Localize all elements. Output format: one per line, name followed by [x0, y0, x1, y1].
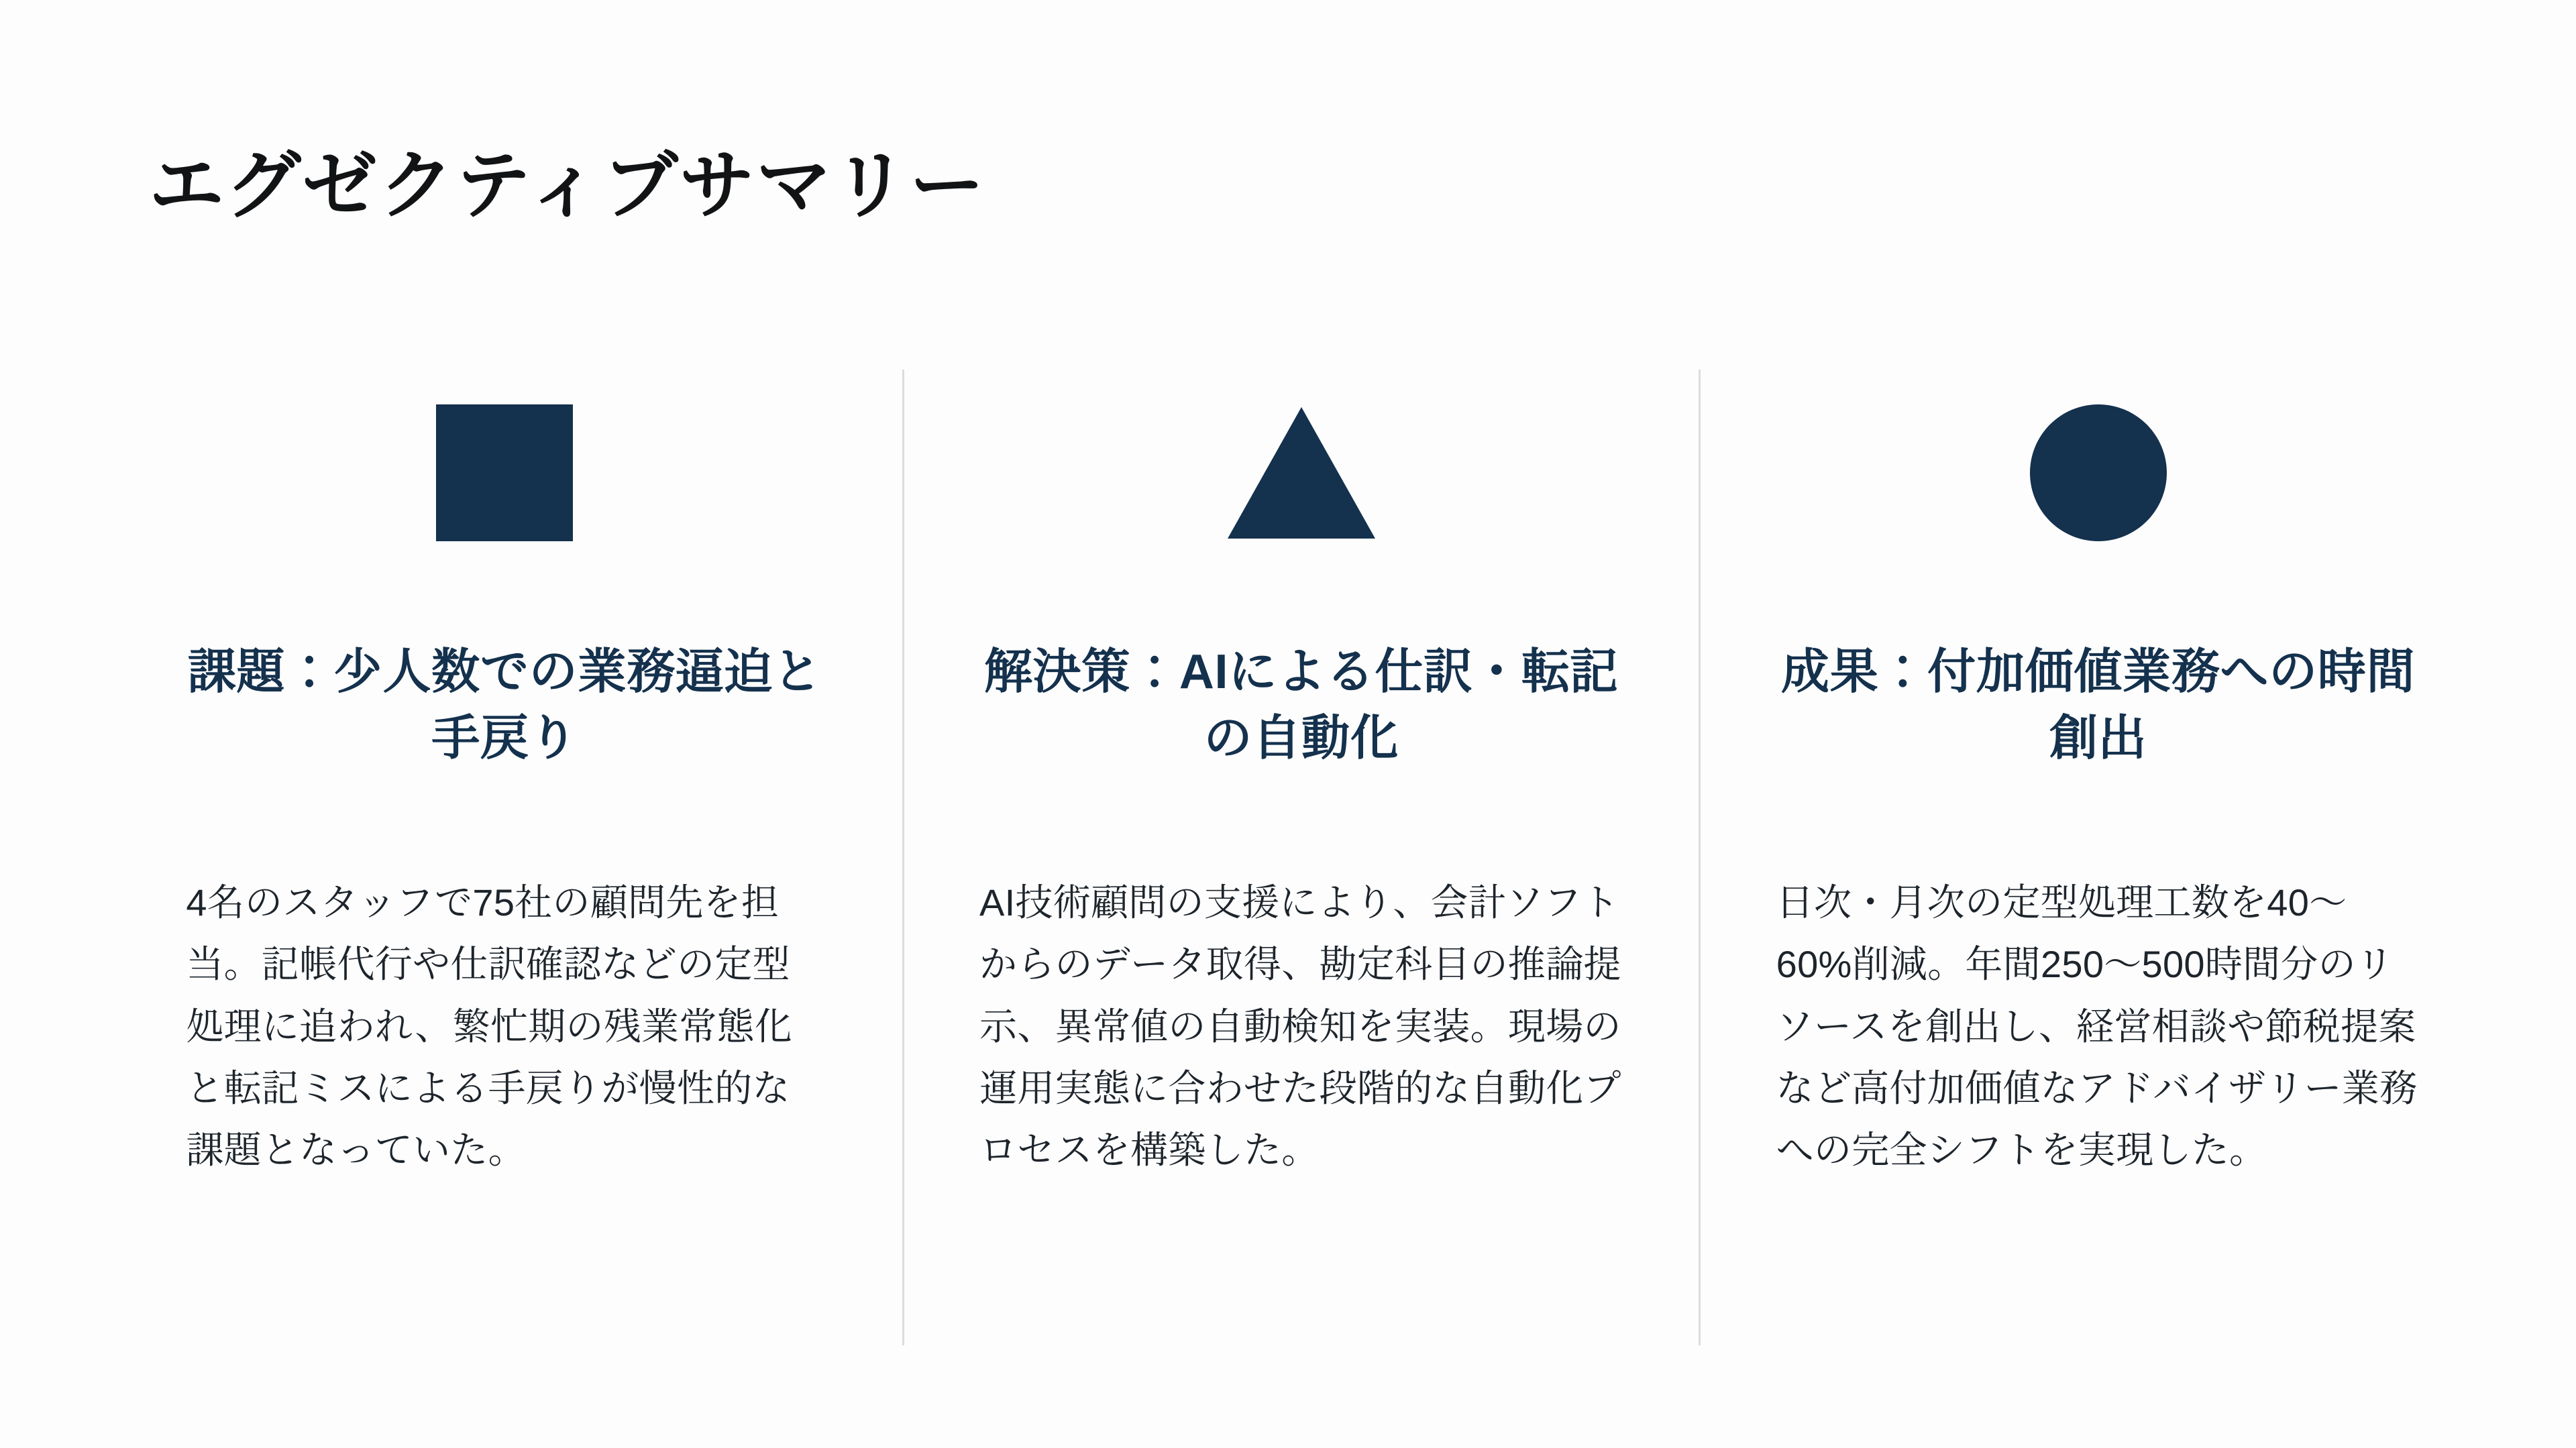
circle-icon [2030, 386, 2167, 560]
summary-column-challenge [107, 366, 902, 1182]
column-heading-solution: 解決策：AIによる仕訳・転記の自動化 [983, 645, 1619, 766]
triangle-icon [1228, 386, 1375, 560]
column-body-result: 日次・月次の定型処理工数を40〜60%削減。年間250〜500時間分のリソースを創出し、経営相談や節税提案など高付加価値なアドバイザリー業務への完全シフトを実現した。 [1776, 881, 2418, 1172]
column-heading-result: 成果：付加価値業務への時間創出 [1780, 645, 2416, 766]
column-body-challenge: 4名のスタッフで75社の顧問先を担当。記帳代行や仕訳確認などの定型処理に追われ、繁忙期の残業常態化と転記ミスによる手戻りが慢性的な課題となっていた。 [186, 881, 793, 1172]
page-title: エグゼクティブサマリー [149, 144, 986, 227]
summary-column-result [1701, 366, 2496, 1182]
summary-column-solution [904, 366, 1699, 1182]
column-body-solution: AI技術顧問の支援により、会計ソフトからのデータ取得、勘定科目の推論提示、異常値の自動検知を実装。現場の運用実態に合わせた段階的な自動化プロセスを構築した。 [979, 881, 1621, 1172]
column-heading-challenge: 課題：少人数での業務逼迫と手戻り [187, 645, 822, 766]
square-icon [436, 386, 573, 560]
summary-columns [107, 366, 2496, 1345]
